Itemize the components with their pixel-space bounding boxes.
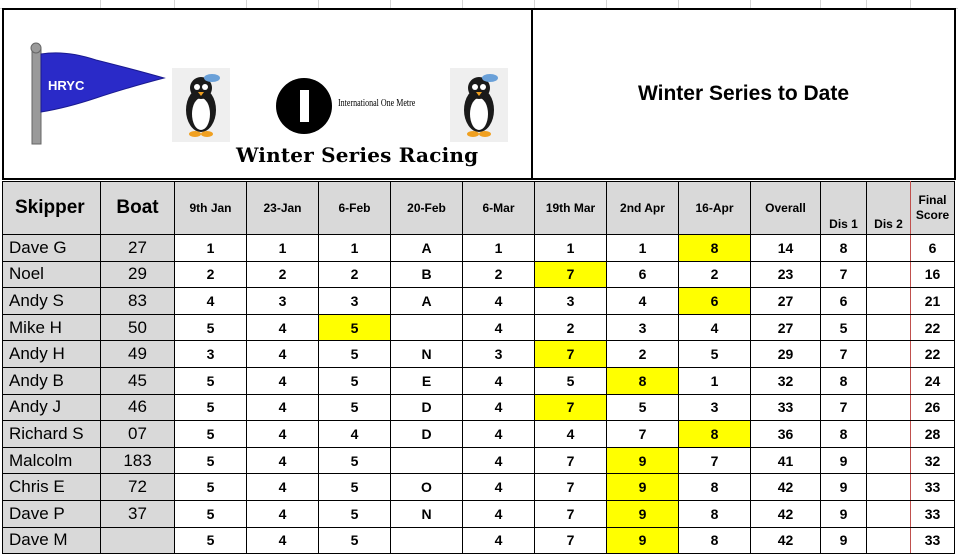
- dis2-cell: [867, 421, 911, 448]
- race-result-cell: O: [391, 474, 463, 501]
- boat-cell: 83: [101, 288, 175, 315]
- dis1-cell: 9: [821, 527, 867, 554]
- race-result-cell: 2: [679, 261, 751, 288]
- header-race: 23-Jan: [247, 182, 319, 235]
- table-row: [3, 421, 955, 448]
- skipper-cell: Dave P: [3, 500, 101, 527]
- boat-cell: 45: [101, 367, 175, 394]
- skipper-cell: Andy H: [3, 341, 101, 368]
- header-overall: Overall: [751, 182, 821, 235]
- race-result-cell: 4: [607, 288, 679, 315]
- race-result-cell: 5: [535, 367, 607, 394]
- flag-text: HRYC: [48, 78, 85, 93]
- dis1-cell: 9: [821, 447, 867, 474]
- race-result-cell: 5: [679, 341, 751, 368]
- header-race: 16-Apr: [679, 182, 751, 235]
- series-title-box: [532, 8, 956, 180]
- race-result-cell: 2: [247, 261, 319, 288]
- dis1-cell: 6: [821, 288, 867, 315]
- boat-cell: [101, 527, 175, 554]
- race-result-cell: 5: [319, 527, 391, 554]
- final-score-cell: 16: [911, 261, 955, 288]
- skipper-cell: Malcolm: [3, 447, 101, 474]
- race-result-cell: D: [391, 421, 463, 448]
- race-result-cell: 5: [175, 527, 247, 554]
- race-result-cell: 3: [247, 288, 319, 315]
- race-result-cell: 8: [607, 367, 679, 394]
- dis2-cell: [867, 367, 911, 394]
- race-result-cell: 5: [319, 447, 391, 474]
- race-result-cell: 4: [175, 288, 247, 315]
- race-result-cell: 7: [607, 421, 679, 448]
- table-row: [3, 288, 955, 315]
- boat-cell: 27: [101, 235, 175, 262]
- final-score-cell: 21: [911, 288, 955, 315]
- boat-cell: 183: [101, 447, 175, 474]
- header-race: 2nd Apr: [607, 182, 679, 235]
- overall-cell: 27: [751, 288, 821, 315]
- overall-cell: 42: [751, 474, 821, 501]
- final-score-cell: 22: [911, 314, 955, 341]
- race-result-cell: 4: [247, 314, 319, 341]
- race-result-cell: 3: [463, 341, 535, 368]
- table-row: [3, 261, 955, 288]
- race-result-cell: 4: [463, 314, 535, 341]
- final-score-cell: 33: [911, 500, 955, 527]
- skipper-cell: Chris E: [3, 474, 101, 501]
- dis1-cell: 8: [821, 235, 867, 262]
- race-result-cell: 4: [247, 394, 319, 421]
- header-race: 6-Feb: [319, 182, 391, 235]
- race-result-cell: [391, 314, 463, 341]
- overall-cell: 33: [751, 394, 821, 421]
- banner-title: Winter Series Racing: [236, 143, 479, 167]
- race-result-cell: 4: [247, 474, 319, 501]
- dis1-cell: 7: [821, 261, 867, 288]
- header-race: 9th Jan: [175, 182, 247, 235]
- final-score-cell: 32: [911, 447, 955, 474]
- skipper-cell: Dave G: [3, 235, 101, 262]
- race-result-cell: 7: [679, 447, 751, 474]
- penguin-icon: [450, 68, 508, 142]
- race-result-cell: 4: [463, 527, 535, 554]
- race-result-cell: 7: [535, 527, 607, 554]
- race-result-cell: 4: [463, 367, 535, 394]
- final-score-cell: 6: [911, 235, 955, 262]
- header-race: 20-Feb: [391, 182, 463, 235]
- header-boat: Boat: [101, 182, 175, 235]
- dis2-cell: [867, 314, 911, 341]
- iom-class-logo: [276, 78, 332, 134]
- dis2-cell: [867, 288, 911, 315]
- race-result-cell: 4: [247, 341, 319, 368]
- final-score-cell: 22: [911, 341, 955, 368]
- dis1-cell: 8: [821, 421, 867, 448]
- table-row: [3, 474, 955, 501]
- dis2-cell: [867, 447, 911, 474]
- race-result-cell: 5: [175, 314, 247, 341]
- race-result-cell: 7: [535, 474, 607, 501]
- race-result-cell: 8: [679, 474, 751, 501]
- race-result-cell: 4: [247, 527, 319, 554]
- race-result-cell: 3: [319, 288, 391, 315]
- boat-cell: 07: [101, 421, 175, 448]
- dis1-cell: 9: [821, 500, 867, 527]
- dis1-cell: 8: [821, 367, 867, 394]
- header-final-line2: Score: [915, 208, 950, 222]
- race-result-cell: 5: [175, 394, 247, 421]
- race-result-cell: 8: [679, 235, 751, 262]
- overall-cell: 42: [751, 500, 821, 527]
- race-result-cell: 9: [607, 447, 679, 474]
- race-result-cell: A: [391, 235, 463, 262]
- race-result-cell: 8: [679, 527, 751, 554]
- header-final-line1: Final: [918, 193, 947, 207]
- dis2-cell: [867, 341, 911, 368]
- table-row: [3, 394, 955, 421]
- header-row: [3, 182, 955, 235]
- overall-cell: 41: [751, 447, 821, 474]
- race-result-cell: 2: [175, 261, 247, 288]
- race-result-cell: 5: [175, 367, 247, 394]
- skipper-cell: Andy S: [3, 288, 101, 315]
- race-result-cell: 8: [679, 500, 751, 527]
- race-result-cell: 9: [607, 527, 679, 554]
- race-result-cell: 5: [607, 394, 679, 421]
- race-result-cell: 5: [175, 421, 247, 448]
- race-result-cell: A: [391, 288, 463, 315]
- race-result-cell: 5: [319, 367, 391, 394]
- race-result-cell: 5: [319, 314, 391, 341]
- dis1-cell: 5: [821, 314, 867, 341]
- header-dis1: Dis 1: [821, 182, 867, 235]
- overall-cell: 42: [751, 527, 821, 554]
- table-row: [3, 314, 955, 341]
- race-result-cell: 7: [535, 500, 607, 527]
- race-result-cell: 5: [319, 500, 391, 527]
- race-result-cell: 9: [607, 474, 679, 501]
- race-result-cell: 1: [679, 367, 751, 394]
- race-result-cell: 4: [463, 500, 535, 527]
- table-row: [3, 447, 955, 474]
- header-dis2: Dis 2: [867, 182, 911, 235]
- final-score-cell: 28: [911, 421, 955, 448]
- boat-cell: 37: [101, 500, 175, 527]
- race-result-cell: 1: [175, 235, 247, 262]
- race-result-cell: 6: [679, 288, 751, 315]
- header-final-score: [911, 182, 955, 235]
- header-race: 19th Mar: [535, 182, 607, 235]
- race-result-cell: 7: [535, 261, 607, 288]
- final-score-cell: 26: [911, 394, 955, 421]
- race-result-cell: 1: [535, 235, 607, 262]
- table-row: [3, 500, 955, 527]
- table-row: [3, 341, 955, 368]
- race-result-cell: 1: [463, 235, 535, 262]
- table-row: [3, 527, 955, 554]
- skipper-cell: Andy J: [3, 394, 101, 421]
- boat-cell: 29: [101, 261, 175, 288]
- race-result-cell: 3: [607, 314, 679, 341]
- race-result-cell: D: [391, 394, 463, 421]
- race-result-cell: 2: [463, 261, 535, 288]
- skipper-cell: Noel: [3, 261, 101, 288]
- overall-cell: 36: [751, 421, 821, 448]
- race-result-cell: 2: [319, 261, 391, 288]
- race-result-cell: 4: [463, 421, 535, 448]
- table-row: [3, 367, 955, 394]
- race-result-cell: 1: [247, 235, 319, 262]
- race-result-cell: 4: [535, 421, 607, 448]
- race-result-cell: 4: [319, 421, 391, 448]
- race-result-cell: B: [391, 261, 463, 288]
- race-result-cell: E: [391, 367, 463, 394]
- dis2-cell: [867, 394, 911, 421]
- overall-cell: 29: [751, 341, 821, 368]
- race-result-cell: 4: [463, 447, 535, 474]
- dis2-cell: [867, 261, 911, 288]
- results-table: [2, 181, 955, 554]
- header-skipper: Skipper: [3, 182, 101, 235]
- race-result-cell: [391, 447, 463, 474]
- banner: [2, 8, 532, 180]
- skipper-cell: Mike H: [3, 314, 101, 341]
- race-result-cell: 3: [175, 341, 247, 368]
- race-result-cell: 7: [535, 341, 607, 368]
- dis1-cell: 7: [821, 341, 867, 368]
- overall-cell: 32: [751, 367, 821, 394]
- boat-cell: 49: [101, 341, 175, 368]
- race-result-cell: 8: [679, 421, 751, 448]
- race-result-cell: 4: [247, 421, 319, 448]
- final-score-cell: 33: [911, 474, 955, 501]
- race-result-cell: 3: [535, 288, 607, 315]
- boat-cell: 50: [101, 314, 175, 341]
- skipper-cell: Dave M: [3, 527, 101, 554]
- skipper-cell: Richard S: [3, 421, 101, 448]
- race-result-cell: 4: [463, 288, 535, 315]
- overall-cell: 14: [751, 235, 821, 262]
- table-row: [3, 235, 955, 262]
- race-result-cell: 5: [175, 500, 247, 527]
- hryc-flag-icon: [26, 42, 168, 146]
- race-result-cell: 2: [535, 314, 607, 341]
- race-result-cell: 6: [607, 261, 679, 288]
- boat-cell: 72: [101, 474, 175, 501]
- boat-cell: 46: [101, 394, 175, 421]
- race-result-cell: N: [391, 341, 463, 368]
- race-result-cell: 4: [463, 474, 535, 501]
- race-result-cell: 5: [319, 341, 391, 368]
- race-result-cell: 7: [535, 394, 607, 421]
- race-result-cell: 4: [247, 500, 319, 527]
- race-result-cell: 4: [247, 367, 319, 394]
- dis1-cell: 9: [821, 474, 867, 501]
- final-score-cell: 33: [911, 527, 955, 554]
- series-title: Winter Series to Date: [637, 82, 850, 105]
- penguin-icon: [172, 68, 230, 142]
- race-result-cell: 5: [319, 474, 391, 501]
- dis2-cell: [867, 500, 911, 527]
- race-result-cell: 4: [679, 314, 751, 341]
- overall-cell: 23: [751, 261, 821, 288]
- dis2-cell: [867, 235, 911, 262]
- race-result-cell: 4: [463, 394, 535, 421]
- overall-cell: 27: [751, 314, 821, 341]
- race-result-cell: 4: [247, 447, 319, 474]
- race-result-cell: 5: [319, 394, 391, 421]
- dis1-cell: 7: [821, 394, 867, 421]
- race-result-cell: 7: [535, 447, 607, 474]
- race-result-cell: 9: [607, 500, 679, 527]
- race-result-cell: [391, 527, 463, 554]
- race-result-cell: 1: [607, 235, 679, 262]
- final-score-cell: 24: [911, 367, 955, 394]
- logo-text: International One Metre: [338, 98, 416, 109]
- race-result-cell: 1: [319, 235, 391, 262]
- dis2-cell: [867, 474, 911, 501]
- race-result-cell: 5: [175, 447, 247, 474]
- race-result-cell: 3: [679, 394, 751, 421]
- race-result-cell: 2: [607, 341, 679, 368]
- race-result-cell: N: [391, 500, 463, 527]
- header-race: 6-Mar: [463, 182, 535, 235]
- dis2-cell: [867, 527, 911, 554]
- race-result-cell: 5: [175, 474, 247, 501]
- skipper-cell: Andy B: [3, 367, 101, 394]
